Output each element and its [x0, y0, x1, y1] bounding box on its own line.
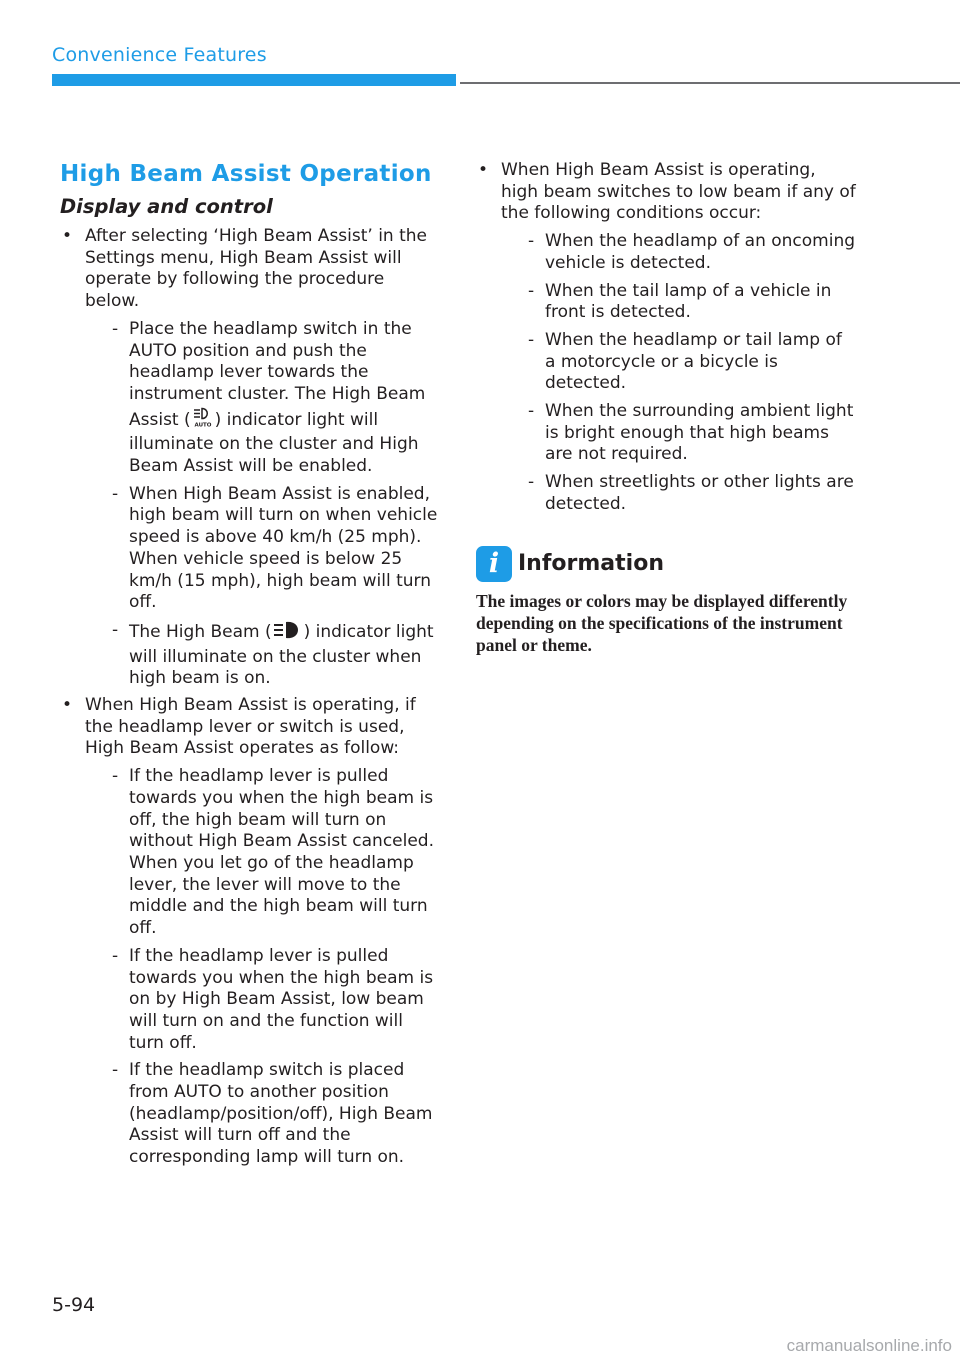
bullet-text: When High Beam Assist is operating, high beam switches to low beam if any of the following conditions occur: — [501, 160, 856, 224]
section-title: High Beam Assist Operation — [60, 161, 432, 187]
dash-icon: - — [112, 318, 119, 339]
left-column — [60, 158, 438, 1174]
list-item — [60, 226, 438, 690]
dash-icon: - — [112, 483, 119, 504]
sub-item-text: When streetlights or other lights are detected. — [545, 472, 854, 514]
sub-list-item — [501, 401, 856, 466]
bullet-text: When High Beam Assist is operating, if the headlamp lever or switch is used, High Beam Assist operates as follow: — [85, 695, 416, 759]
section-subtitle: Display and control — [60, 195, 273, 218]
dash-icon: - — [112, 619, 119, 640]
high-beam-icon — [273, 620, 303, 647]
list-item — [60, 695, 438, 1169]
dash-icon: - — [528, 231, 535, 252]
dash-icon: - — [528, 280, 535, 301]
bullet-text: After selecting ‘High Beam Assist’ in the Settings menu, High Beam Assist will operate by following the procedure below. — [85, 226, 428, 312]
list-item — [476, 160, 856, 516]
sub-item-text: If the headlamp lever is pulled towards you when the high beam is on by High Beam Assist, low beam will turn on and the function will turn off. — [129, 945, 434, 1053]
dash-icon: - — [112, 945, 119, 966]
dash-icon: - — [528, 401, 535, 422]
sub-item-text: When High Beam Assist is enabled, high beam will turn on when vehicle speed is above 40 km/h (25 mph). When vehicle speed is below 25 km/h (15 mph), high beam will turn off. — [129, 483, 438, 613]
information-title: Information — [518, 551, 664, 577]
sub-item-text: Place the headlamp switch in the AUTO position and push the headlamp lever towards the instrument cluster. The High Beam Assist ( AUTO ) indicator light will illuminate on the cluster and High Beam Assist will be enabled. — [129, 318, 426, 477]
bullet-icon: • — [62, 695, 73, 716]
sub-item-text: If the headlamp switch is placed from AUTO to another position (headlamp/position/off), High Beam Assist will turn off and the corresponding lamp will turn on. — [129, 1060, 433, 1168]
sub-item-text: If the headlamp lever is pulled towards you when the high beam is off, the high beam will turn on without High Beam Assist canceled. When you let go of the headlamp lever, the lever will move to the middle and the high beam will turn off. — [129, 766, 435, 939]
sub-item-text: When the headlamp of an oncoming vehicle is detected. — [545, 231, 856, 273]
page-number: 5-94 — [52, 1294, 96, 1316]
sub-list-item — [85, 620, 438, 690]
right-column — [476, 160, 856, 656]
dash-icon: - — [112, 766, 119, 787]
header-rule — [460, 82, 960, 84]
watermark: carmanualsonline.info — [786, 1336, 952, 1355]
sub-list-item — [501, 472, 856, 515]
information-heading — [476, 546, 856, 582]
high-beam-assist-icon — [192, 406, 214, 435]
dash-icon: - — [112, 1060, 119, 1081]
sub-list-item — [85, 1060, 438, 1169]
sub-list-item — [85, 484, 438, 614]
information-icon: i — [476, 546, 512, 582]
sub-list-item — [85, 766, 438, 940]
sub-item-text: When the surrounding ambient light is bright enough that high beams are not required. — [545, 401, 854, 465]
information-text: The images or colors may be displayed differently depending on the specifications of the instrument panel or theme. — [476, 590, 848, 655]
sub-list-item — [85, 946, 438, 1055]
sub-list-item — [501, 330, 856, 395]
sub-list-item — [85, 319, 438, 478]
dash-icon: - — [528, 472, 535, 493]
sub-item-text: When the headlamp or tail lamp of a motorcycle or a bicycle is detected. — [545, 329, 842, 394]
bullet-icon: • — [62, 226, 73, 246]
dash-icon: - — [528, 329, 535, 350]
svg-text:AUTO: AUTO — [194, 422, 212, 428]
bullet-icon: • — [478, 160, 489, 180]
sub-item-text: When the tail lamp of a vehicle in front is detected. — [545, 280, 832, 323]
sub-list-item — [501, 281, 856, 324]
header-accent-bar — [52, 74, 456, 86]
sub-list-item — [501, 231, 856, 274]
header-title: Convenience Features — [52, 44, 267, 66]
sub-item-text: The High Beam ( ) indicator light will illuminate on the cluster when high beam is on. — [129, 621, 434, 689]
